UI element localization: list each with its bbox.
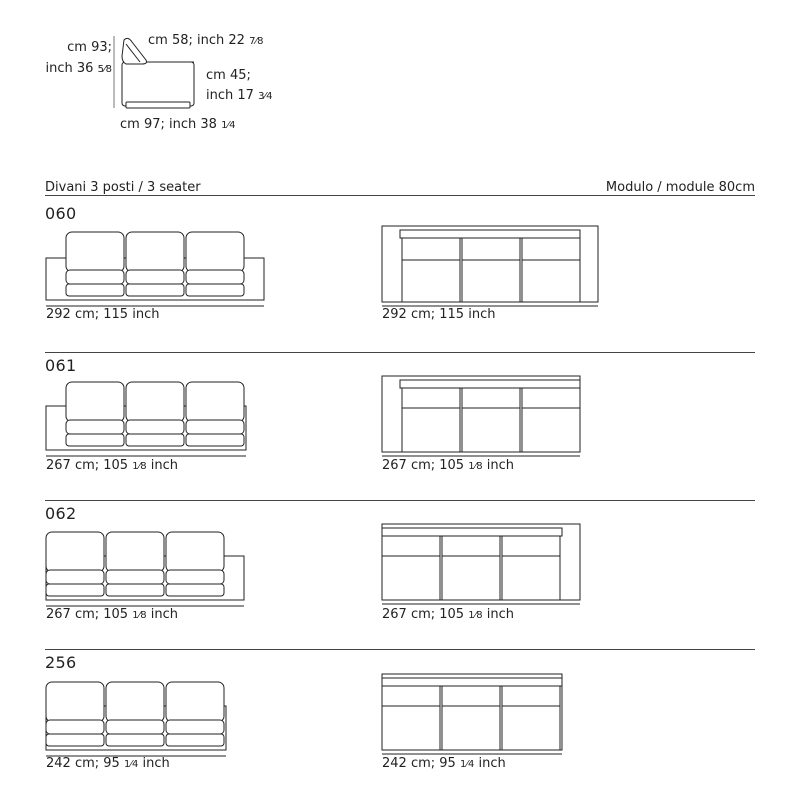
- top-caption: 292 cm; 115 inch: [382, 307, 496, 322]
- model-code: 062: [45, 504, 77, 523]
- seat-height-inch: inch 17 3⁄4: [206, 88, 273, 103]
- top-view-062: [382, 524, 587, 606]
- top-caption: 267 cm; 105 1⁄8 inch: [382, 607, 515, 622]
- front-view-060: [46, 230, 266, 310]
- top-view-061: [382, 376, 587, 458]
- section-title: Divani 3 posti / 3 seater: [45, 180, 201, 195]
- seat-height-cm: cm 45;: [206, 68, 251, 83]
- front-caption: 292 cm; 115 inch: [46, 307, 160, 322]
- model-code: 256: [45, 653, 77, 672]
- top-view-060: [382, 226, 602, 308]
- front-view-256: [46, 680, 236, 760]
- sofa-side-view-drawing: [112, 36, 202, 116]
- model-code: 061: [45, 356, 77, 375]
- model-code: 060: [45, 204, 77, 223]
- section-divider: [45, 195, 755, 196]
- front-caption: 242 cm; 95 1⁄4 inch: [46, 756, 170, 771]
- row-divider: [45, 500, 755, 501]
- module-label: Modulo / module 80cm: [605, 180, 755, 195]
- row-divider: [45, 649, 755, 650]
- overall-height-cm: cm 93;: [67, 40, 112, 55]
- front-caption: 267 cm; 105 1⁄8 inch: [46, 607, 179, 622]
- top-view-256: [382, 674, 572, 756]
- top-caption: 267 cm; 105 1⁄8 inch: [382, 458, 515, 473]
- front-caption: 267 cm; 105 1⁄8 inch: [46, 458, 179, 473]
- front-view-062: [46, 530, 256, 610]
- overall-height-inch: inch 36 5⁄8: [45, 61, 112, 76]
- top-caption: 242 cm; 95 1⁄4 inch: [382, 756, 506, 771]
- front-view-061: [46, 380, 256, 460]
- seat-depth-label: cm 58; inch 22 7⁄8: [148, 33, 264, 48]
- row-divider: [45, 352, 755, 353]
- overall-depth-label: cm 97; inch 38 1⁄4: [120, 117, 236, 132]
